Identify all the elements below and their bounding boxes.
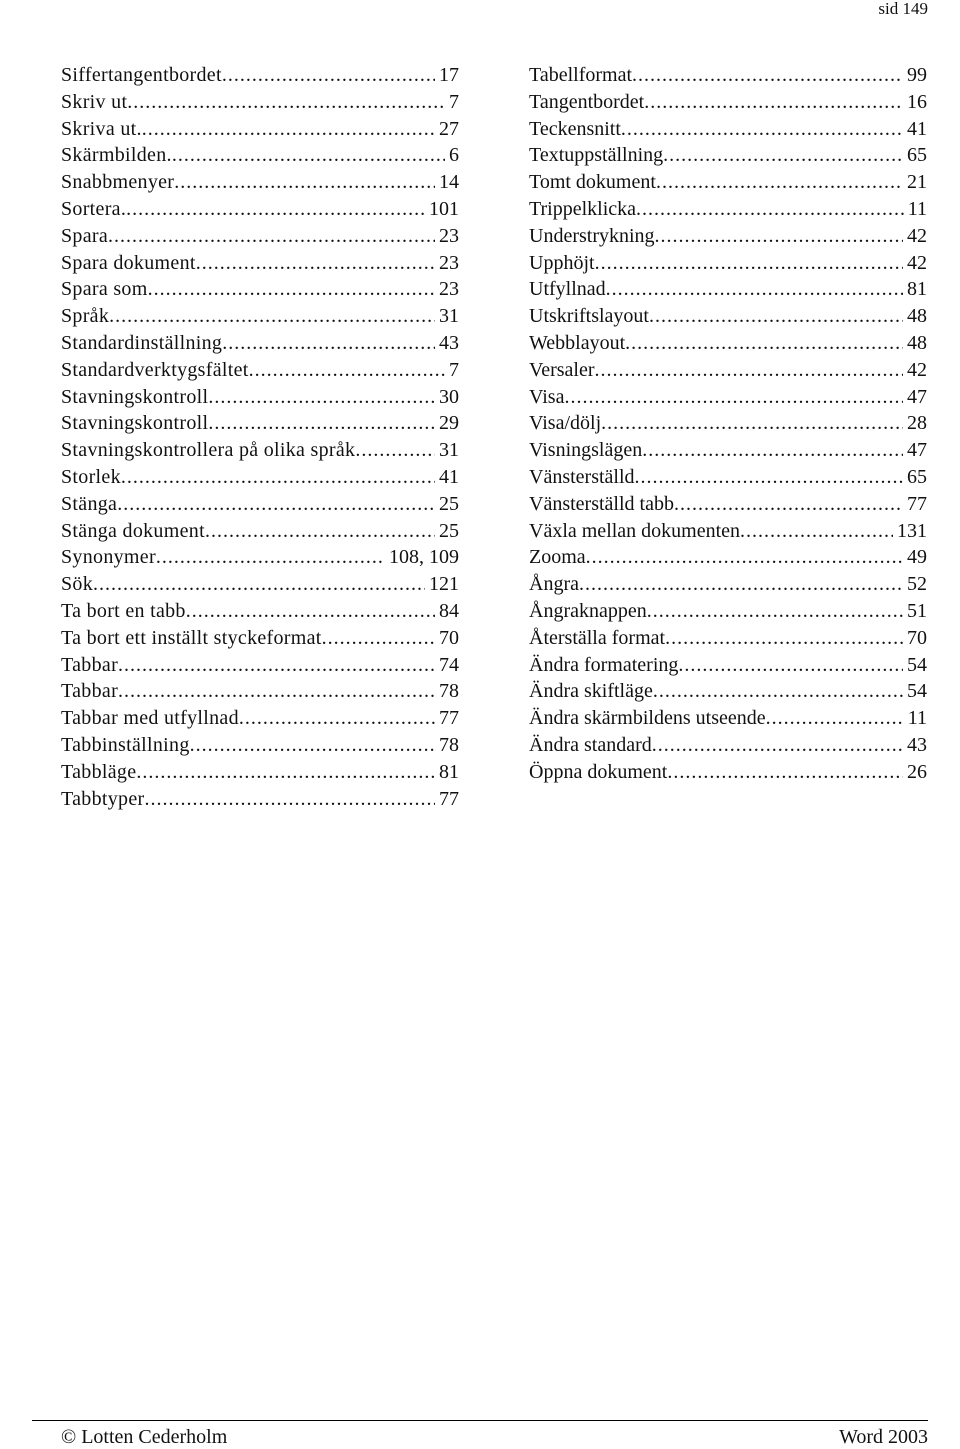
index-term: Ändra formatering	[529, 653, 679, 676]
index-page-numbers: 42	[907, 358, 927, 381]
index-term: Utfyllnad	[529, 278, 606, 301]
index-page-numbers: 25	[439, 519, 459, 542]
index-page-numbers: 47	[907, 439, 927, 462]
index-entry	[61, 491, 459, 518]
index-entry	[529, 759, 927, 786]
index-entry	[61, 89, 459, 116]
index-entry	[61, 62, 459, 89]
index-page-numbers: 84	[439, 599, 459, 622]
index-page-numbers: 25	[439, 492, 459, 515]
index-page-numbers: 54	[907, 680, 927, 703]
index-entry	[61, 196, 459, 223]
dot-leader	[196, 250, 435, 277]
dot-leader	[322, 625, 435, 652]
index-page-numbers: 101	[429, 197, 459, 220]
index-page-numbers: 6	[449, 144, 459, 167]
index-page-numbers: 11	[907, 707, 927, 730]
index-entry	[529, 678, 927, 705]
index-page-numbers: 52	[907, 573, 927, 596]
index-term: Zooma	[529, 546, 586, 569]
dot-leader	[625, 330, 903, 357]
footer-product: Word 2003	[839, 1426, 928, 1448]
index-page-numbers: 77	[439, 787, 459, 810]
dot-leader	[656, 169, 903, 196]
index-entry	[529, 330, 927, 357]
index-page-numbers: 29	[439, 412, 459, 435]
dot-leader	[632, 62, 903, 89]
dot-leader	[145, 786, 436, 813]
index-page-numbers: 49	[907, 546, 927, 569]
index-entry	[529, 705, 927, 732]
index-term: Växla mellan dokumenten	[529, 519, 741, 542]
index-page-numbers: 48	[907, 331, 927, 354]
dot-leader	[655, 223, 903, 250]
index-term: Storlek	[61, 465, 121, 488]
index-term: Snabbmenyer	[61, 171, 175, 194]
index-entry	[61, 384, 459, 411]
index-entry	[61, 759, 459, 786]
dot-leader	[109, 303, 435, 330]
index-term: Teckensnitt	[529, 117, 621, 140]
dot-leader	[740, 518, 893, 545]
index-term: Visningslägen	[529, 439, 643, 462]
index-term: Tabbinställning	[61, 733, 190, 756]
index-column-left	[61, 62, 459, 812]
index-page-numbers: 27	[439, 117, 459, 140]
index-entry	[529, 276, 927, 303]
index-term: Ändra skiftläge	[529, 680, 653, 703]
dot-leader	[663, 142, 903, 169]
index-term: Utskriftslayout	[529, 305, 649, 328]
index-term: Skriva ut.	[61, 117, 142, 140]
dot-leader	[642, 437, 903, 464]
index-entry	[61, 437, 459, 464]
index-page-numbers: 16	[907, 90, 927, 113]
index-entry	[61, 330, 459, 357]
index-entry	[61, 732, 459, 759]
index-term: Tangentbordet	[529, 90, 645, 113]
index-term: Tomt dokument	[529, 171, 656, 194]
index-page-numbers: 41	[439, 465, 459, 488]
index-term: Vänsterställd	[529, 465, 635, 488]
index-entry	[61, 518, 459, 545]
dot-leader	[121, 464, 435, 491]
index-term: Tabbar	[61, 653, 119, 676]
index-term: Synonymer	[61, 546, 156, 569]
index-entry	[61, 116, 459, 143]
index-page-numbers: 78	[439, 733, 459, 756]
index-term: Återställa format	[529, 626, 666, 649]
dot-leader	[156, 544, 385, 571]
dot-leader	[117, 491, 435, 518]
page-number: sid 149	[878, 0, 928, 18]
index-page-numbers: 43	[439, 331, 459, 354]
dot-leader	[205, 518, 435, 545]
index-term: Ta bort en tabb	[61, 599, 186, 622]
index-entry	[529, 250, 927, 277]
dot-leader	[652, 732, 903, 759]
dot-leader	[208, 410, 435, 437]
index-entry	[61, 678, 459, 705]
dot-leader	[564, 384, 903, 411]
index-page-numbers: 41	[907, 117, 927, 140]
index-page-numbers: 21	[907, 171, 927, 194]
dot-leader	[595, 357, 903, 384]
index-entry	[529, 384, 927, 411]
index-term: Standardverktygsfältet	[61, 358, 249, 381]
index-term: Ändra standard	[529, 733, 652, 756]
index-page-numbers: 121	[429, 573, 459, 596]
dot-leader	[586, 544, 903, 571]
dot-leader	[355, 437, 435, 464]
dot-leader	[174, 169, 435, 196]
dot-leader	[595, 250, 903, 277]
index-entry	[61, 464, 459, 491]
index-entry	[529, 223, 927, 250]
index-term: Webblayout	[529, 331, 626, 354]
index-page-numbers: 42	[907, 251, 927, 274]
index-term: Siffertangentbordet	[61, 64, 222, 86]
index-term: Trippelklicka	[529, 197, 637, 220]
index-page-numbers: 14	[439, 171, 459, 194]
index-entry	[61, 303, 459, 330]
index-entry	[529, 116, 927, 143]
index-entry	[61, 625, 459, 652]
index-entry	[529, 437, 927, 464]
index-term: Visa/dölj	[529, 412, 602, 435]
index-term: Skriv ut	[61, 90, 128, 113]
footer-divider	[32, 1420, 928, 1421]
footer-author: © Lotten Cederholm	[61, 1426, 228, 1448]
index-entry	[529, 303, 927, 330]
index-term: Ångraknappen	[529, 599, 647, 622]
index-term: Versaler	[529, 358, 595, 381]
index-page-numbers: 11	[907, 197, 927, 220]
index-term: Textuppställning	[529, 144, 664, 167]
index-entry	[61, 544, 459, 571]
index-term: Skärmbilden.	[61, 144, 172, 167]
index-page-numbers: 26	[907, 760, 927, 783]
index-entry	[61, 223, 459, 250]
index-page-numbers: 17	[439, 64, 459, 86]
index-page-numbers: 7	[449, 358, 459, 381]
dot-leader	[222, 62, 435, 89]
index-entry	[529, 544, 927, 571]
index-term: Tabbläge	[61, 760, 137, 783]
index-entry	[61, 357, 459, 384]
index-term: Understrykning	[529, 224, 655, 247]
index-page-numbers: 108, 109	[389, 546, 459, 569]
index-entry	[529, 410, 927, 437]
index-page-numbers: 81	[907, 278, 927, 301]
dot-leader	[647, 598, 903, 625]
index-term: Tabbtyper	[61, 787, 145, 810]
index-term: Tabbar med utfyllnad	[61, 707, 239, 730]
index-term: Upphöjt	[529, 251, 595, 274]
index-page-numbers: 77	[439, 707, 459, 730]
index-page-numbers: 23	[439, 278, 459, 301]
dot-leader	[190, 732, 435, 759]
index-entry	[529, 62, 927, 89]
index-page-numbers: 7	[449, 90, 459, 113]
index-term: Stänga	[61, 492, 118, 515]
index-page-numbers: 51	[907, 599, 927, 622]
index-entry	[529, 464, 927, 491]
index-term: Tabbar	[61, 680, 119, 703]
dot-leader	[579, 571, 903, 598]
index-page-numbers: 131	[897, 519, 927, 542]
index-term: Stavningskontroll	[61, 412, 209, 435]
dot-leader	[239, 705, 435, 732]
index-page-numbers: 30	[439, 385, 459, 408]
index-entry	[529, 357, 927, 384]
index-column-right	[529, 62, 927, 786]
index-entry	[61, 705, 459, 732]
index-term: Språk	[61, 305, 110, 328]
index-term: Sortera.	[61, 197, 127, 220]
index-page-numbers: 31	[439, 305, 459, 328]
index-page-numbers: 65	[907, 465, 927, 488]
dot-leader	[667, 759, 903, 786]
index-page-numbers: 81	[439, 760, 459, 783]
dot-leader	[606, 276, 903, 303]
index-page-numbers: 65	[907, 144, 927, 167]
index-term: Öppna dokument	[529, 760, 668, 783]
index-entry	[61, 276, 459, 303]
index-page-numbers: 54	[907, 653, 927, 676]
index-term: Spara dokument	[61, 251, 196, 274]
dot-leader	[636, 196, 904, 223]
index-entry	[529, 518, 927, 545]
index-term: Stavningskontroll	[61, 385, 209, 408]
dot-leader	[601, 410, 903, 437]
dot-leader	[172, 142, 445, 169]
dot-leader	[222, 330, 435, 357]
dot-leader	[126, 196, 425, 223]
dot-leader	[148, 276, 435, 303]
dot-leader	[665, 625, 903, 652]
index-page-numbers: 28	[907, 412, 927, 435]
index-page-numbers: 42	[907, 224, 927, 247]
dot-leader	[127, 89, 445, 116]
dot-leader	[678, 652, 903, 679]
index-entry	[61, 786, 459, 813]
index-term: Vänsterställd tabb	[529, 492, 674, 515]
index-term: Ångra	[529, 573, 579, 596]
dot-leader	[108, 223, 435, 250]
dot-leader	[208, 384, 435, 411]
dot-leader	[644, 89, 903, 116]
dot-leader	[649, 303, 903, 330]
index-page-numbers: 78	[439, 680, 459, 703]
index-entry	[61, 250, 459, 277]
index-entry	[529, 598, 927, 625]
dot-leader	[766, 705, 904, 732]
index-entry	[529, 652, 927, 679]
index-page-numbers: 23	[439, 251, 459, 274]
dot-leader	[635, 464, 903, 491]
index-entry	[61, 571, 459, 598]
dot-leader	[142, 116, 435, 143]
index-term: Sök	[61, 573, 94, 596]
dot-leader	[136, 759, 435, 786]
index-entry	[529, 196, 927, 223]
index-page-numbers: 48	[907, 305, 927, 328]
index-page-numbers: 23	[439, 224, 459, 247]
index-term: Stänga dokument	[61, 519, 205, 542]
index-term: Visa	[529, 385, 565, 408]
index-page-numbers: 47	[907, 385, 927, 408]
index-entry	[529, 169, 927, 196]
dot-leader	[249, 357, 445, 384]
index-entry	[61, 652, 459, 679]
index-entry	[529, 625, 927, 652]
dot-leader	[93, 571, 425, 598]
dot-leader	[186, 598, 435, 625]
index-term: Ändra skärmbildens utseende	[529, 707, 766, 730]
index-term: Tabellformat	[529, 64, 632, 86]
index-term: Stavningskontrollera på olika språk	[61, 439, 356, 462]
index-page-numbers: 43	[907, 733, 927, 756]
dot-leader	[621, 116, 903, 143]
index-page-numbers: 70	[439, 626, 459, 649]
index-page-numbers: 77	[907, 492, 927, 515]
index-entry	[61, 598, 459, 625]
index-entry	[61, 169, 459, 196]
index-entry	[529, 571, 927, 598]
index-term: Standardinställning	[61, 331, 223, 354]
dot-leader	[653, 678, 903, 705]
index-entry	[529, 732, 927, 759]
index-page-numbers: 74	[439, 653, 459, 676]
index-entry	[529, 142, 927, 169]
index-term: Ta bort ett inställt styckeformat	[61, 626, 322, 649]
index-page-numbers: 70	[907, 626, 927, 649]
dot-leader	[118, 678, 435, 705]
index-entry	[529, 491, 927, 518]
index-term: Spara	[61, 224, 109, 247]
index-page-numbers: 31	[439, 439, 459, 462]
index-entry	[529, 89, 927, 116]
index-entry	[61, 142, 459, 169]
index-page-numbers: 99	[907, 64, 927, 86]
index-entry	[61, 410, 459, 437]
dot-leader	[118, 652, 435, 679]
dot-leader	[674, 491, 903, 518]
index-term: Spara som	[61, 278, 148, 301]
